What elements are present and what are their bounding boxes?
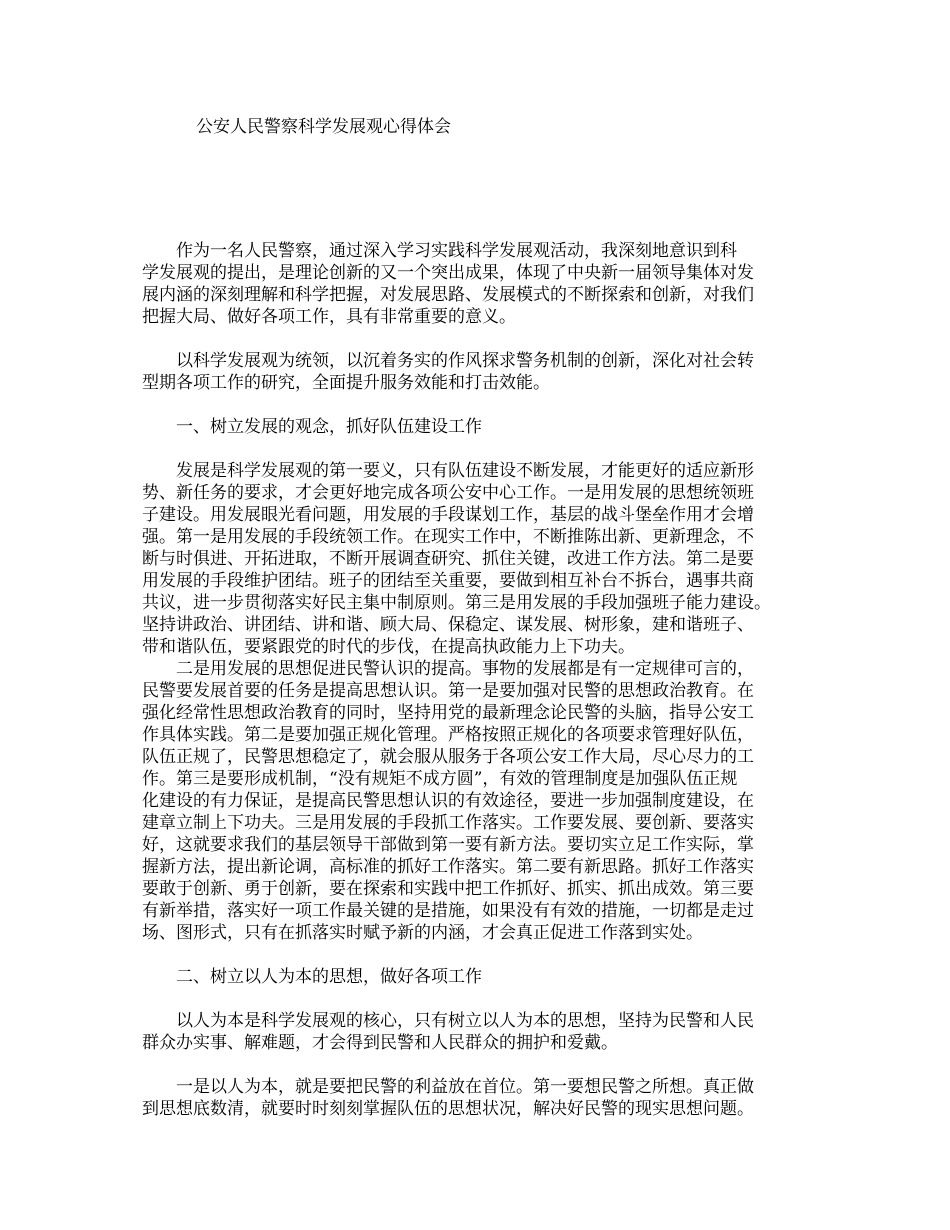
- text-line: 以人为本是科学发展观的核心，只有树立以人为本的思想，坚持为民警和人民: [142, 1011, 754, 1031]
- text-line: 要敢于创新、勇于创新，要在探索和实践中把工作抓好、抓实、抓出成效。第三要: [142, 879, 754, 899]
- text-line: 带和谐队伍，要紧跟党的时代的步伐，在提高执政能力上下功夫。: [142, 637, 635, 657]
- text-line: 作为一名人民警察，通过深入学习实践科学发展观活动，我深刻地意识到科: [142, 241, 737, 261]
- text-line: 把握大局、做好各项工作，具有非常重要的意义。: [142, 307, 516, 327]
- text-line: 子建设。用发展眼光看问题，用发展的手段谋划工作，基层的战斗堡垒作用才会增: [142, 505, 754, 525]
- text-line: 二、树立以人为本的思想，做好各项工作: [142, 967, 482, 987]
- text-line: 共议，进一步贯彻落实好民主集中制原则。第三是用发展的手段加强班子能力建设。: [142, 593, 771, 613]
- text-line: 展内涵的深刻理解和科学把握，对发展思路、发展模式的不断探索和创新，对我们: [142, 285, 754, 305]
- text-line: 一、树立发展的观念，抓好队伍建设工作: [142, 417, 482, 437]
- paragraph: [142, 966, 822, 988]
- paragraph: [142, 416, 822, 438]
- paragraph: [142, 658, 822, 944]
- text-line: 队伍正规了，民警思想稳定了，就会服从服务于各项公安工作大局，尽心尽力的工: [142, 747, 754, 767]
- text-line: 建章立制上下功夫。三是用发展的手段抓工作落实。工作要发展、要创新、要落实: [142, 813, 754, 833]
- text-line: 型期各项工作的研究，全面提升服务效能和打击效能。: [142, 373, 550, 393]
- text-line: 好，这就要求我们的基层领导干部做到第一要有新方法。要切实立足工作实际，掌: [142, 835, 754, 855]
- text-line: 到思想底数清，就要时时刻刻掌握队伍的思想状况，解决好民警的现实思想问题。: [142, 1099, 754, 1119]
- paragraph: [142, 350, 822, 394]
- text-line: 发展是科学发展观的第一要义，只有队伍建设不断发展，才能更好的适应新形: [142, 461, 754, 481]
- text-line: 场、图形式，只有在抓落实时赋予新的内涵，才会真正促进工作落到实处。: [142, 923, 703, 943]
- text-line: 一是以人为本，就是要把民警的利益放在首位。第一要想民警之所想。真正做: [142, 1077, 754, 1097]
- text-line: 断与时俱进、开拓进取，不断开展调查研究、抓住关键，改进工作方法。第二是要: [142, 549, 754, 569]
- text-line: 势、新任务的要求，才会更好地完成各项公安中心工作。一是用发展的思想统领班: [142, 483, 754, 503]
- paragraph: [142, 1010, 822, 1054]
- text-line: 民警要发展首要的任务是提高思想认识。第一是要加强对民警的思想政治教育。在: [142, 681, 754, 701]
- text-line: 以科学发展观为统领，以沉着务实的作风探求警务机制的创新，深化对社会转: [142, 351, 754, 371]
- text-line: 强。第一是用发展的手段统领工作。在现实工作中，不断推陈出新、更新理念，不: [142, 527, 754, 547]
- text-line: 有新举措，落实好一项工作最关键的是措施，如果没有有效的措施，一切都是走过: [142, 901, 754, 921]
- text-line: 作具体实践。第二是要加强正规化管理。严格按照正规化的各项要求管理好队伍，: [142, 725, 754, 745]
- text-line: 化建设的有力保证，是提高民警思想认识的有效途径，要进一步加强制度建设，在: [142, 791, 754, 811]
- document-title: 公安人民警察科学发展观心得体会: [196, 117, 451, 137]
- text-line: 强化经常性思想政治教育的同时，坚持用党的最新理念论民警的头脑，指导公安工: [142, 703, 754, 723]
- text-line: 二是用发展的思想促进民警认识的提高。事物的发展都是有一定规律可言的，: [142, 659, 754, 679]
- paragraph: [142, 240, 822, 328]
- text-line: 握新方法，提出新论调，高标准的抓好工作落实。第二要有新思路。抓好工作落实: [142, 857, 754, 877]
- paragraph: [142, 1076, 822, 1120]
- text-line: 用发展的手段维护团结。班子的团结至关重要，要做到相互补台不拆台，遇事共商: [142, 571, 754, 591]
- text-line: 作。第三是要形成机制，“没有规矩不成方圆”，有效的管理制度是加强队伍正规: [142, 769, 738, 789]
- text-line: 群众办实事、解难题，才会得到民警和人民群众的拥护和爱戴。: [142, 1033, 618, 1053]
- text-line: 学发展观的提出，是理论创新的又一个突出成果，体现了中央新一届领导集体对发: [142, 263, 754, 283]
- text-line: 坚持讲政治、讲团结、讲和谐、顾大局、保稳定、谋发展、树形象，建和谐班子、: [142, 615, 754, 635]
- paragraph: [142, 460, 822, 658]
